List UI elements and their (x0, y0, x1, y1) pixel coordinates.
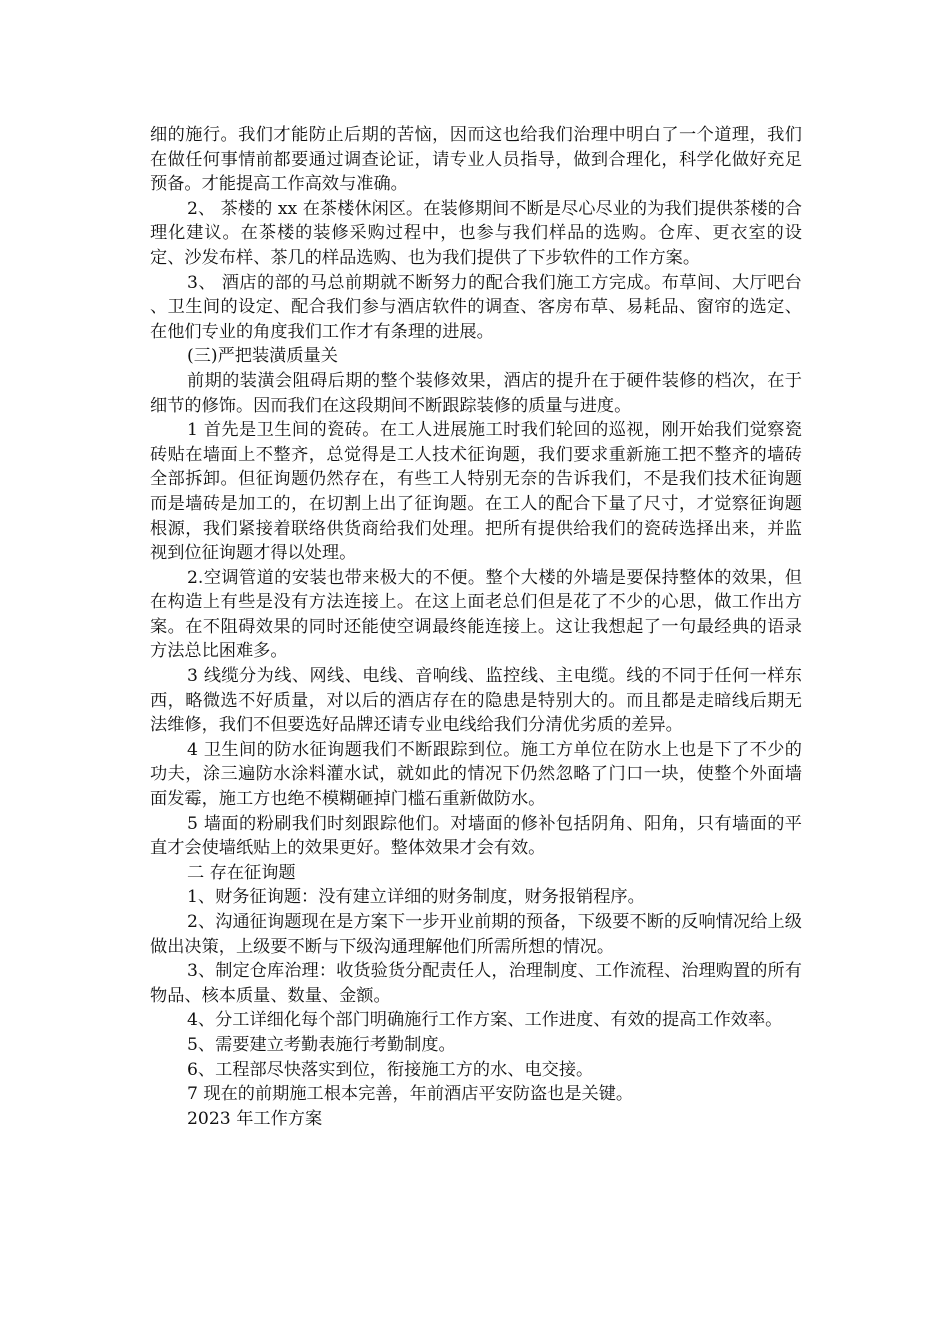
paragraph-warehouse: 3、制定仓库治理：收货验货分配责任人，治理制度、工作流程、治理购置的所有物品、核本质量、数量、金额。 (150, 961, 802, 1006)
paragraph-quality-intro: 前期的装潢会阻碍后期的整个装修效果，酒店的提升在于硬件装修的档次，在于细节的修饰。因而我们在这段期间不断跟踪装修的质量与进度。 (150, 370, 802, 416)
paragraph-continuation: 细的施行。我们才能防止后期的苦恼，因而这也给我们治理中明白了一个道理，我们在做任何事情前都要通过调查论证，请专业人员指导，做到合理化，科学化做好充足预备。才能提高工作高效与准确。 (150, 125, 802, 195)
section-heading-problems: 二 存在征询题 (187, 862, 296, 883)
paragraph-wall-painting: 5 墙面的粉刷我们时刻跟踪他们。对墙面的修补包括阴角、阳角，只有墙面的平直才会使墙纸贴上的效果更好。整体效果才会有效。 (150, 813, 802, 859)
paragraph-tiles: 1 首先是卫生间的瓷砖。在工人进展施工时我们轮回的巡视，刚开始我们觉察瓷砖贴在墙面上不整齐，总觉得是工人技术征询题，我们要求重新施工把不整齐的墙砖全部拆卸。但征询题仍然存在，有些工人特别无奈的告诉我们，不是我们技术征询题而是墙砖是加工的，在切割上出了征询题。在工人的配合下量了尺寸，才觉察征询题根源，我们紧接着联络供货商给我们处理。把所有提供给我们的瓷砖选择出来，并监视到位征询题才得以处理。 (150, 420, 802, 564)
paragraph-cables: 3 线缆分为线、网线、电线、音响线、监控线、主电缆。线的不同于任何一样东西，略微选不好质量，对以后的酒店存在的隐患是特别大的。而且都是走暗线后期无法维修，我们不但要选好品牌还请专业电线给我们分清优劣质的差异。 (150, 666, 802, 736)
paragraph-engineering: 6、工程部尽快落实到位，衔接施工方的水、电交接。 (187, 1059, 594, 1080)
section-heading-work-plan: 2023 年工作方案 (187, 1108, 323, 1129)
paragraph-division-of-work: 4、分工详细化每个部门明确施行工作方案、工作进度、有效的提高工作效率。 (187, 1010, 783, 1031)
paragraph-waterproofing: 4 卫生间的防水征询题我们不断跟踪到位。施工方单位在防水上也是下了不少的功夫，涂三遍防水涂料灌水试，就如此的情况下仍然忽略了门口一块，使整个外面墙面发霉，施工方也绝不模糊砸掉门槛石重新做防水。 (150, 739, 802, 810)
paragraph-communication: 2、沟通征询题现在是方案下一步开业前期的预备，下级要不断的反响情况给上级做出决策，上级要不断与下级沟通理解他们所需所想的情况。 (150, 912, 802, 957)
paragraph-security: 7 现在的前期施工根本完善，年前酒店平安防盗也是关键。 (187, 1084, 634, 1105)
paragraph-finance: 1、财务征询题：没有建立详细的财务制度，财务报销程序。 (187, 887, 645, 908)
paragraph-hotel-manager: 3、 酒店的部的马总前期就不断努力的配合我们施工方完成。布草间、大厅吧台 、卫生间的设定、配合我们参与酒店软件的调查、客房布草、易耗品、窗帘的选定、在他们专业的角度我们工作才有条理的进展。 (150, 272, 802, 342)
paragraph-attendance: 5、需要建立考勤表施行考勤制度。 (187, 1034, 456, 1055)
paragraph-teahouse: 2、 茶楼的 xx 在茶楼休闲区。在装修期间不断是尽心尽业的为我们提供茶楼的合理化建议。在茶楼的装修采购过程中，也参与我们样品的选购。仓库、更衣室的设定、沙发布样、茶几的样品选购、也为我们提供了下步软件的工作方案。 (150, 198, 802, 268)
paragraph-air-conditioning: 2.空调管道的安装也带来极大的不便。整个大楼的外墙是要保持整体的效果，但在构造上有些是没有方法连接上。在这上面老总们但是花了不少的心思，做工作出方案。在不阻碍效果的同时还能使空调最终能连接上。这让我想起了一句最经典的语录方法总比困难多。 (150, 567, 802, 662)
section-heading-quality: (三)严把装潢质量关 (187, 346, 338, 367)
document-body (150, 123, 802, 1131)
